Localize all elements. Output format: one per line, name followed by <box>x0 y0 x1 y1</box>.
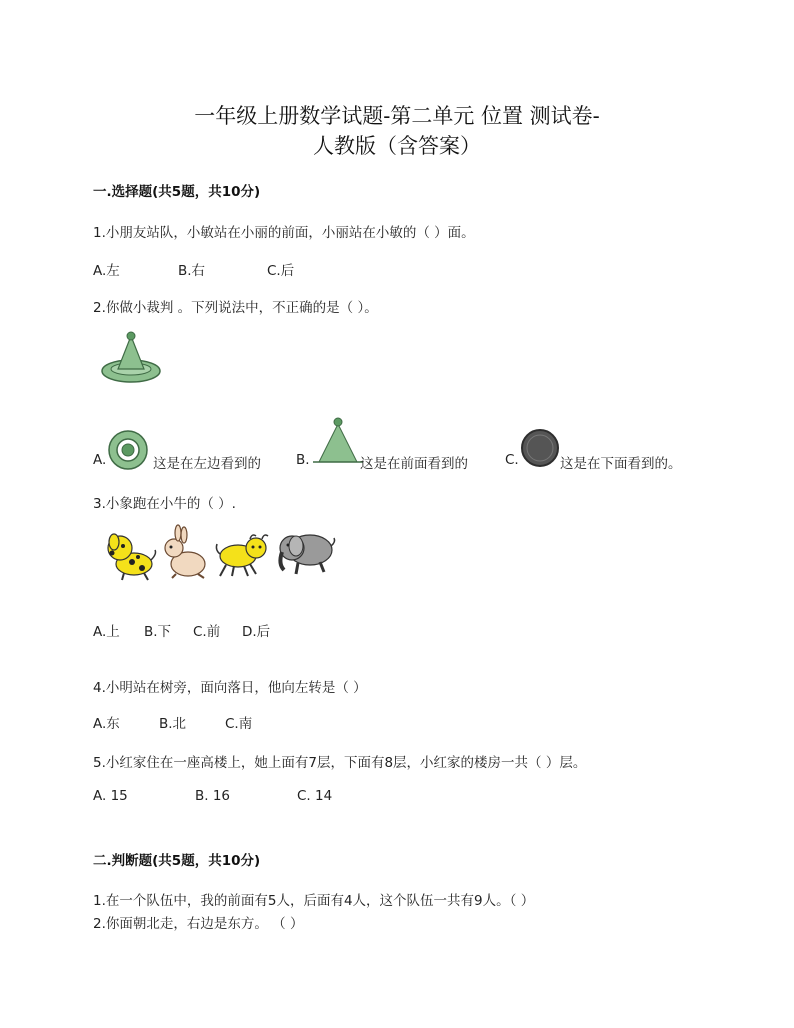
judge-item-1: 1.在一个队伍中，我的前面有5人，后面有4人，这个队伍一共有9人。（ ） <box>93 893 535 909</box>
ring-view-icon <box>108 430 150 470</box>
q5-option-a: A. 15 <box>93 788 128 804</box>
elephant-icon <box>274 526 336 578</box>
q2-option-b-letter: B. <box>296 452 310 468</box>
q2-option-b-text: 这是在前面看到的 <box>360 456 468 472</box>
dog-icon <box>104 528 158 582</box>
judge-item-2: 2.你面朝北走，右边是东方。 （ ） <box>93 916 304 932</box>
q1-option-c: C.后 <box>267 263 295 279</box>
question-4: 4.小明站在树旁，面向落日，他向左转是（ ） <box>93 680 367 696</box>
q2-option-a-text: 这是在左边看到的 <box>153 456 261 472</box>
q5-option-c: C. 14 <box>297 788 333 804</box>
q1-option-b: B.右 <box>178 263 206 279</box>
question-2: 2.你做小裁判 。下列说法中，不正确的是（ ）。 <box>93 300 378 316</box>
q3-option-b: B.下 <box>144 624 172 640</box>
q2-option-a-letter: A. <box>93 452 107 468</box>
section-heading-choice: 一.选择题(共5题，共10分) <box>93 184 261 200</box>
section-heading-judge: 二.判断题(共5题，共10分) <box>93 853 261 869</box>
page-title-line2: 人教版（含答案） <box>313 134 481 158</box>
page-title-line1: 一年级上册数学试题-第二单元 位置 测试卷- <box>194 104 600 128</box>
cone-figure <box>100 330 164 386</box>
q3-option-c: C.前 <box>193 624 221 640</box>
question-5: 5.小红家住在一座高楼上，她上面有7层，下面有8层，小红家的楼房一共（ ）层。 <box>93 755 587 771</box>
dark-disc-view-icon <box>520 428 560 468</box>
q1-option-a: A.左 <box>93 263 120 279</box>
question-3: 3.小象跑在小牛的（ ）. <box>93 496 236 512</box>
rabbit-icon <box>160 526 210 580</box>
triangle-view-icon <box>313 416 363 466</box>
cow-icon <box>214 528 272 580</box>
q4-option-c: C.南 <box>225 716 253 732</box>
q5-option-b: B. 16 <box>195 788 231 804</box>
q3-option-d: D.后 <box>242 624 271 640</box>
q3-option-a: A.上 <box>93 624 120 640</box>
q2-option-c-text: 这是在下面看到的。 <box>560 456 682 472</box>
q4-option-a: A.东 <box>93 716 120 732</box>
question-1: 1.小朋友站队，小敏站在小丽的前面，小丽站在小敏的（ ）面。 <box>93 225 475 241</box>
q2-option-c-letter: C. <box>505 452 519 468</box>
q4-option-b: B.北 <box>159 716 187 732</box>
